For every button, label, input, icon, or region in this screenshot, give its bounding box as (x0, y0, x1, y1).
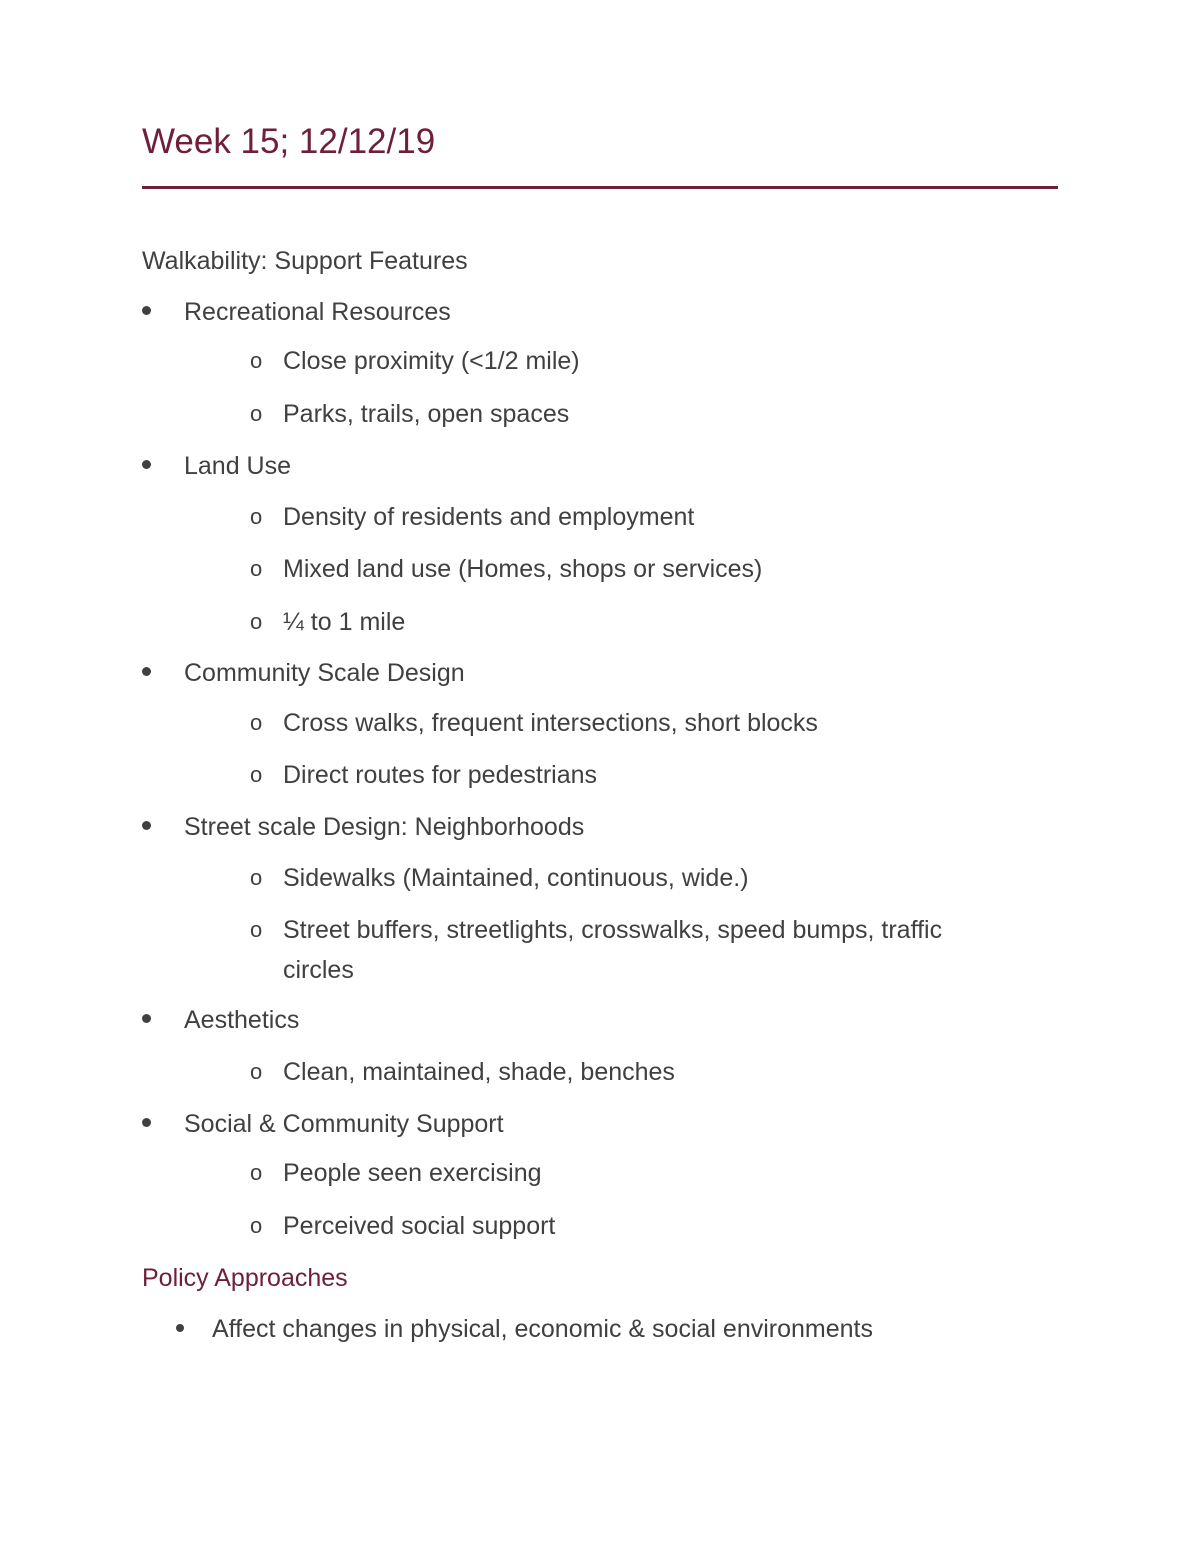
bullet-icon (142, 460, 151, 469)
list-item-label: Recreational Resources (184, 298, 451, 326)
circle-bullet-icon: o (250, 1059, 263, 1084)
page-title: Week 15; 12/12/19 (142, 122, 436, 161)
circle-bullet-icon: o (250, 401, 263, 426)
sub-list-item-label: Cross walks, frequent intersections, short blocks (283, 709, 818, 737)
bullet-icon (176, 1324, 184, 1332)
circle-bullet-icon: o (250, 1160, 263, 1185)
circle-bullet-icon: o (250, 348, 263, 373)
circle-bullet-icon: o (250, 917, 263, 942)
list-item-label: Community Scale Design (184, 659, 465, 687)
bullet-icon (142, 1118, 151, 1127)
sub-list-item-label: Direct routes for pedestrians (283, 761, 598, 789)
sub-list-item-label: Density of residents and employment (283, 503, 695, 531)
sub-list-item-label: People seen exercising (283, 1159, 542, 1187)
bullet-icon (142, 306, 151, 315)
sub-list-item-label: Clean, maintained, shade, benches (283, 1058, 675, 1086)
section-heading-policy: Policy Approaches (142, 1264, 348, 1292)
sub-list-item-label: Street buffers, streetlights, crosswalks, speed bumps, traffic (283, 916, 943, 944)
section-heading-walkability: Walkability: Support Features (142, 247, 468, 275)
list-item-label: Social & Community Support (184, 1110, 504, 1138)
list-item-label: Street scale Design: Neighborhoods (184, 813, 585, 841)
circle-bullet-icon: o (250, 865, 263, 890)
circle-bullet-icon: o (250, 762, 263, 787)
bullet-icon (142, 667, 151, 676)
sub-list-item-label: Sidewalks (Maintained, continuous, wide.) (283, 864, 749, 892)
sub-list-item-label: ¼ to 1 mile (283, 608, 406, 636)
circle-bullet-icon: o (250, 1213, 263, 1238)
bullet-icon (142, 1014, 151, 1023)
circle-bullet-icon: o (250, 556, 263, 581)
sub-list-item-label: Mixed land use (Homes, shops or services) (283, 555, 763, 583)
list-item-label: Affect changes in physical, economic & social environments (212, 1315, 873, 1343)
list-item-label: Land Use (184, 452, 292, 480)
title-divider (142, 186, 1058, 189)
bullet-icon (142, 821, 151, 830)
sub-list-item-label: Close proximity (<1/2 mile) (283, 347, 580, 375)
circle-bullet-icon: o (250, 710, 263, 735)
circle-bullet-icon: o (250, 609, 263, 634)
list-item-label: Aesthetics (184, 1006, 300, 1034)
circle-bullet-icon: o (250, 504, 263, 529)
sub-list-item-continuation: circles (283, 956, 354, 984)
sub-list-item-label: Parks, trails, open spaces (283, 400, 570, 428)
sub-list-item-label: Perceived social support (283, 1212, 556, 1240)
